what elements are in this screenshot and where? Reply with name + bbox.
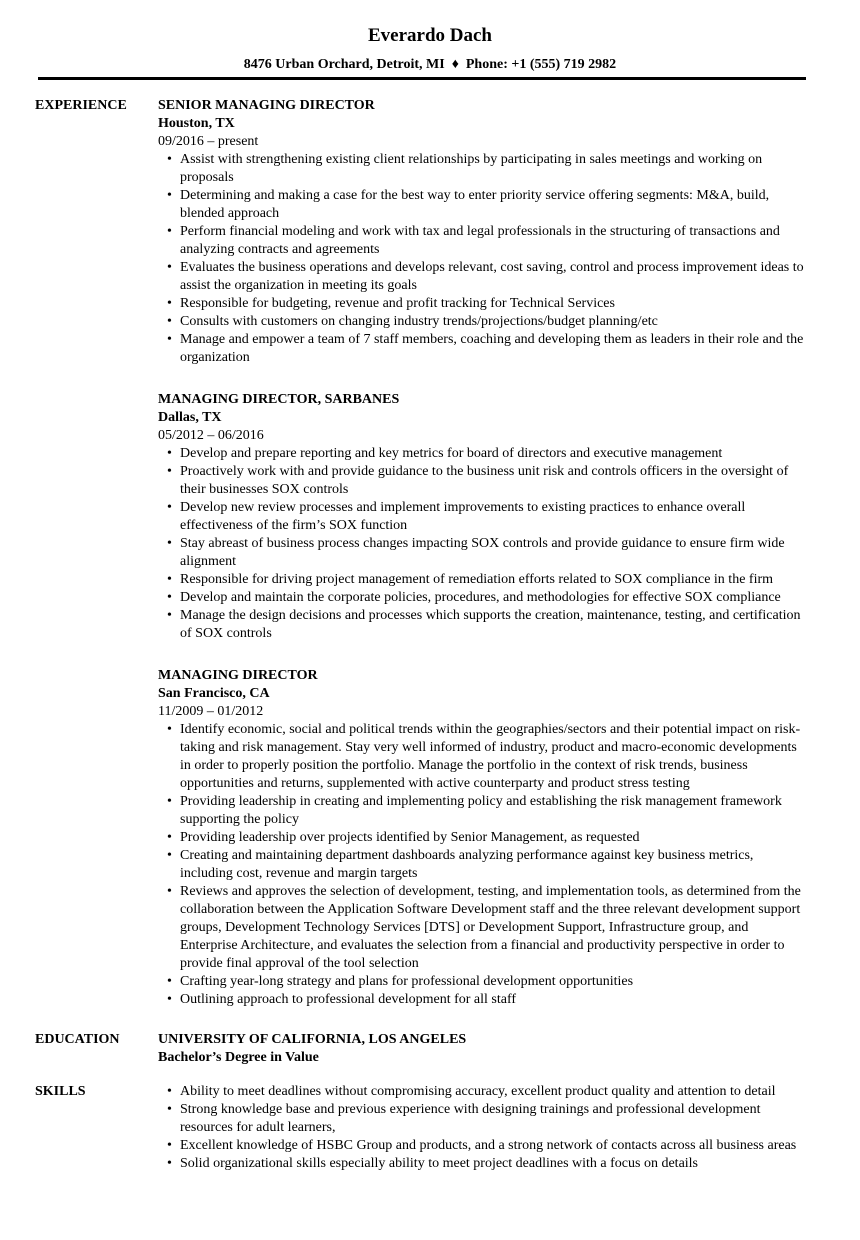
bullet-item: • Develop and maintain the corporate policies, procedures, and methodologies for effective SOX compliance	[180, 589, 806, 607]
contact-line	[0, 56, 860, 74]
bullet-item: • Develop new review processes and implement improvements to existing practices to enhance overall effectiveness of the firm’s SOX function	[180, 499, 806, 535]
bullet-item: • Solid organizational skills especially ability to meet project deadlines with a focus on details	[180, 1155, 806, 1173]
skills-content	[158, 1083, 806, 1173]
degree-name: Bachelor’s Degree in Value	[158, 1050, 319, 1065]
education-label: EDUCATION	[35, 1032, 120, 1047]
job-entry	[158, 667, 806, 1009]
school-name: UNIVERSITY OF CALIFORNIA, LOS ANGELES	[158, 1032, 467, 1047]
skills-label: SKILLS	[35, 1084, 86, 1099]
bullet-item: • Stay abreast of business process changes impacting SOX controls and provide guidance to ensure firm wide alignment	[180, 535, 806, 571]
bullet-item: • Responsible for driving project management of remediation efforts related to SOX compliance in the firm	[180, 571, 806, 589]
bullet-item: • Proactively work with and provide guidance to the business unit risk and controls officers in the oversight of their businesses SOX controls	[180, 463, 806, 499]
resume-header	[0, 0, 860, 80]
bullet-item: • Evaluates the business operations and develops relevant, cost saving, control and process improvement ideas to assist the organization in meeting its goals	[180, 259, 806, 295]
job-bullets	[158, 445, 806, 643]
bullet-item: • Providing leadership in creating and implementing policy and establishing the risk management framework supporting the policy	[180, 793, 806, 829]
bullet-item: • Ability to meet deadlines without compromising accuracy, excellent product quality and attention to detail	[180, 1083, 806, 1101]
job-location: Dallas, TX	[158, 410, 222, 425]
bullet-item: • Manage the design decisions and processes which supports the creation, maintenance, testing, and certification of SOX controls	[180, 607, 806, 643]
bullet-item: • Develop and prepare reporting and key metrics for board of directors and executive management	[180, 445, 806, 463]
bullet-item: • Assist with strengthening existing client relationships by participating in sales meetings and working on proposals	[180, 151, 806, 187]
job-title: MANAGING DIRECTOR, SARBANES	[158, 392, 400, 407]
bullet-item: • Manage and empower a team of 7 staff members, coaching and developing them as leaders in their role and the organization	[180, 331, 806, 367]
bullet-item: • Outlining approach to professional development for all staff	[180, 991, 806, 1009]
education-section	[35, 1031, 806, 1067]
person-name: Everardo Dach	[367, 25, 492, 46]
job-bullets	[158, 151, 806, 367]
bullet-item: • Strong knowledge base and previous experience with designing trainings and professional development resources for adult learners,	[180, 1101, 806, 1137]
diamond-separator-icon: ♦	[451, 57, 459, 72]
job-dates: 09/2016 – present	[158, 134, 259, 149]
job-dates: 05/2012 – 06/2016	[158, 428, 264, 443]
job-bullets	[158, 721, 806, 1009]
phone-text: Phone: +1 (555) 719 2982	[465, 57, 617, 72]
experience-label: EXPERIENCE	[35, 98, 127, 113]
job-location: San Francisco, CA	[158, 686, 270, 701]
bullet-item: • Crafting year-long strategy and plans for professional development opportunities	[180, 973, 806, 991]
experience-section	[35, 97, 806, 1009]
bullet-item: • Excellent knowledge of HSBC Group and products, and a strong network of contacts across all business areas	[180, 1137, 806, 1155]
job-entry	[158, 391, 806, 643]
bullet-item: • Consults with customers on changing industry trends/projections/budget planning/etc	[180, 313, 806, 331]
skills-section	[35, 1083, 806, 1173]
header-divider	[38, 77, 806, 80]
bullet-item: • Creating and maintaining department dashboards analyzing performance against key business metrics, including cost, revenue and margin targets	[180, 847, 806, 883]
job-entry	[158, 97, 806, 367]
address-text: 8476 Urban Orchard, Detroit, MI	[243, 57, 445, 72]
experience-content	[158, 97, 806, 1009]
bullet-item: • Identify economic, social and political trends within the geographies/sectors and their potential impact on risk-taking and risk management. Stay very well informed of industry, product and macro-economic developments in order to properly position the portfolio. Manage the portfolio in the context of risk trends, business opportunities and returns, supplemented with active counterparty and product stress testing	[180, 721, 806, 793]
bullet-item: • Perform financial modeling and work with tax and legal professionals in the structuring of transactions and analyzing contracts and agreements	[180, 223, 806, 259]
education-content	[158, 1031, 806, 1067]
bullet-item: • Determining and making a case for the best way to enter priority service offering segments: M&A, build, blended approach	[180, 187, 806, 223]
job-dates: 11/2009 – 01/2012	[158, 704, 264, 719]
skills-list	[158, 1083, 806, 1173]
job-title: MANAGING DIRECTOR	[158, 668, 318, 683]
job-location: Houston, TX	[158, 116, 235, 131]
bullet-item: • Providing leadership over projects identified by Senior Management, as requested	[180, 829, 806, 847]
bullet-item: • Reviews and approves the selection of development, testing, and implementation tools, as determined from the collaboration between the Application Software Development staff and the three relevant development support groups, Development Technology Services [DTS] or Development Support, Infrastructure group, and Enterprise Architecture, and evaluates the selection from a financial and productivity perspective in order to provide final approval of the tool selection	[180, 883, 806, 973]
job-title: SENIOR MANAGING DIRECTOR	[158, 98, 375, 113]
bullet-item: • Responsible for budgeting, revenue and profit tracking for Technical Services	[180, 295, 806, 313]
